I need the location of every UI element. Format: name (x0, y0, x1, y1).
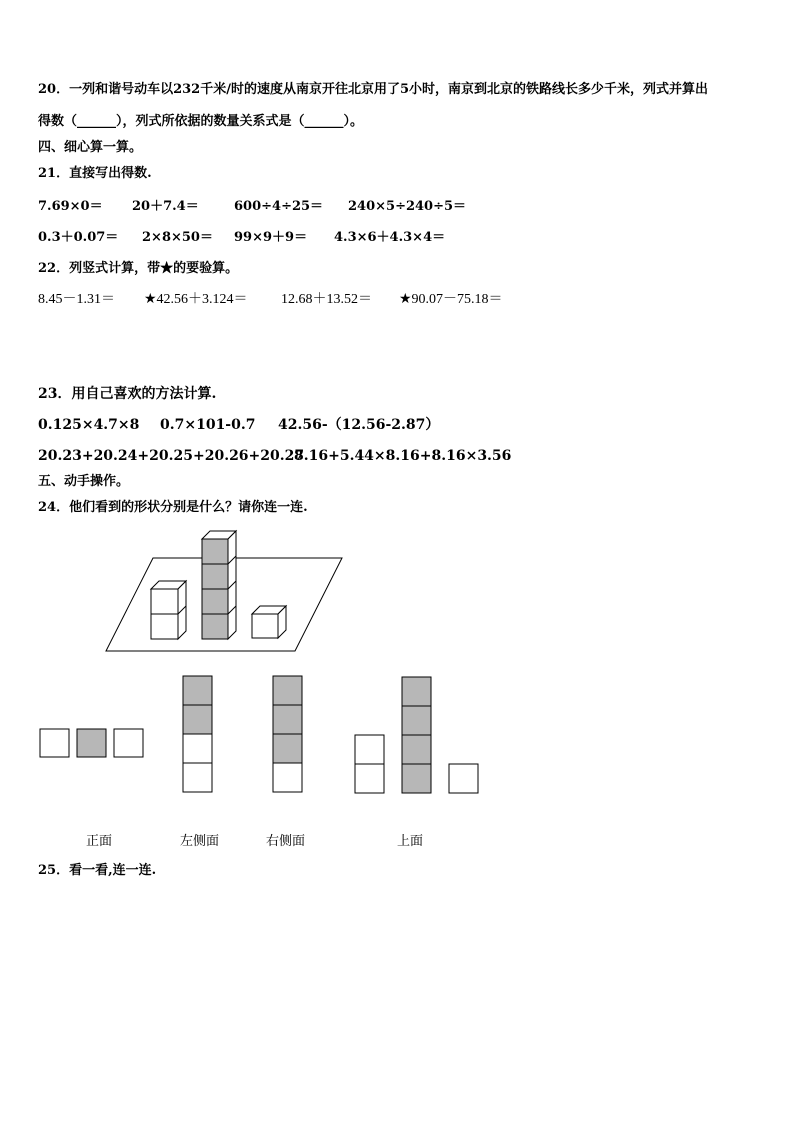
q23-r1-c1: 0.125×4.7×8 (38, 417, 140, 433)
q21-r2-c3: 99×9＋9＝ (234, 230, 308, 245)
label-left-side: 左侧面 (180, 834, 220, 849)
q22-title: 22．列竖式计算，带★的要验算。 (38, 261, 239, 276)
label-right-side: 右侧面 (266, 834, 306, 849)
q21-r2-c2: 2×8×50＝ (142, 230, 213, 245)
q21-r1-c2: 20＋7.4＝ (132, 199, 199, 214)
section4-heading: 四、细心算一算。 (38, 140, 143, 155)
single-cube (252, 606, 286, 638)
view-option-d (355, 677, 478, 793)
q25-title: 25．看一看,连一连. (38, 863, 157, 878)
q21-r2-c1: 0.3＋0.07＝ (38, 230, 119, 245)
label-front: 正面 (86, 834, 113, 849)
q23-title: 23．用自己喜欢的方法计算. (38, 386, 217, 402)
left-cube-stack (151, 581, 186, 639)
q21-r1-c4: 240×5÷240÷5＝ (348, 199, 467, 214)
q22-item-4: ★90.07－75.18＝ (399, 292, 503, 307)
q23-r2-c1: 20.23+20.24+20.25+20.26+20.27 (38, 448, 305, 464)
q22-item-1: 8.45－1.31＝ (38, 292, 115, 307)
tall-cube-stack (202, 531, 236, 639)
q21-r2-c4: 4.3×6＋4.3×4＝ (334, 230, 446, 245)
q21-r1-c1: 7.69×0＝ (38, 199, 103, 214)
view-option-a (40, 729, 143, 757)
q23-r2-c2: 8.16+5.44×8.16+8.16×3.56 (294, 448, 512, 464)
q21-r1-c3: 600÷4÷25＝ (234, 199, 324, 214)
view-option-b (183, 676, 212, 792)
section5-heading: 五、动手操作。 (38, 474, 130, 489)
q22-item-2: ★42.56＋3.124＝ (144, 292, 248, 307)
label-top: 上面 (397, 834, 424, 849)
q20-line2: 得数（______），列式所依据的数量关系式是（______）。 (38, 114, 364, 129)
q24-title: 24．他们看到的形状分别是什么？请你连一连. (38, 500, 308, 515)
q20-line1: 20．一列和谐号动车以232千米/时的速度从南京开往北京用了5小时，南京到北京的铁路线长多少千米，列式并算出 (38, 82, 709, 97)
q21-title: 21．直接写出得数. (38, 166, 152, 181)
q23-r1-c2: 0.7×101-0.7 (160, 417, 256, 433)
q22-item-3: 12.68＋13.52＝ (281, 292, 372, 307)
view-option-c (273, 676, 302, 792)
q23-r1-c3: 42.56-（12.56-2.87） (278, 417, 440, 433)
